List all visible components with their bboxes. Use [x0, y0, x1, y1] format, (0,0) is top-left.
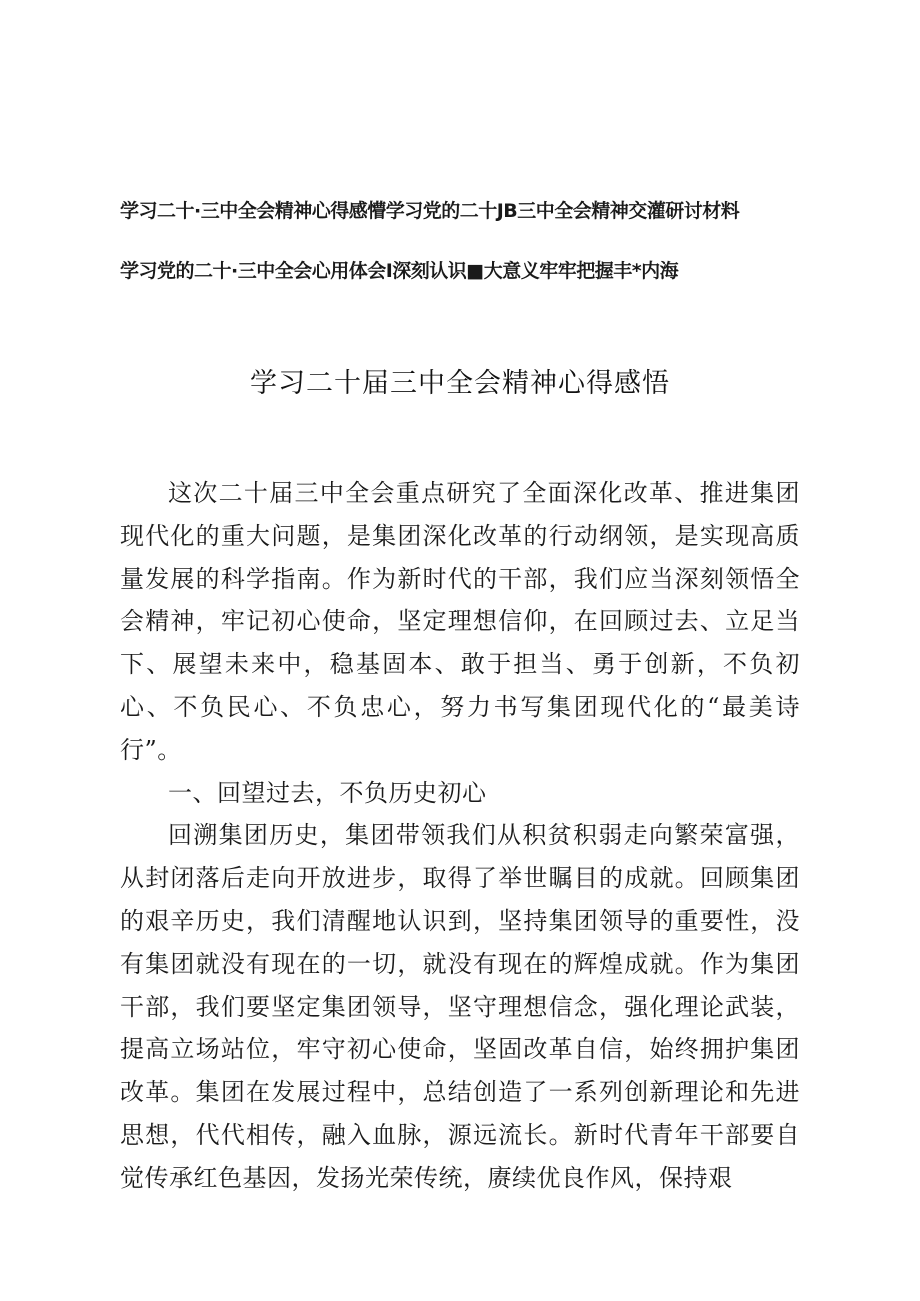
paragraph-intro: 这次二十届三中全会重点研究了全面深化改革、推进集团现代化的重大问题，是集团深化改革的行动纲领，是实现高质量发展的科学指南。作为新时代的干部，我们应当深刻领悟全会精神，牢记初心使命，坚定理想信仰，在回顾过去、立足当下、展望未来中，稳基固本、敢于担当、勇于创新，不负初心、不负民心、不负忠心，努力书写集团现代化的“最美诗行”。 — [120, 479, 800, 764]
section-heading-1: 一、回望过去，不负历史初心 — [168, 778, 487, 807]
header-title-line-1: 学习二十·三中全会精神心得感懵学习党的二十JB三中全会精神交灌研讨材料 — [120, 200, 740, 222]
paragraph-section-1: 回溯集团历史，集团带领我们从积贫积弱走向繁荣富强，从封闭落后走向开放进步，取得了举世瞩目的成就。回顾集团的艰辛历史，我们清醒地认识到，坚持集团领导的重要性，没有集团就没有现在的一切，就没有现在的辉煌成就。作为集团干部，我们要坚定集团领导，坚守理想信念，强化理论武装，提高立场站位，牢守初心使命，坚固改革自信，始终拥护集团改革。集团在发展过程中，总结创造了一系列创新理论和先进思想，代代相传，融入血脉，源远流长。新时代青年干部要自觉传承红色基因，发扬光荣传统，赓续优良作风，保持艰 — [120, 821, 800, 1192]
document-title: 学习二十届三中全会精神心得感悟 — [250, 368, 670, 399]
document-body — [120, 472, 800, 1200]
header-title-line-2: 学习党的二十·三中全会心用体会I深刻认识■大意义牢牢把握丰*内海 — [120, 260, 679, 282]
